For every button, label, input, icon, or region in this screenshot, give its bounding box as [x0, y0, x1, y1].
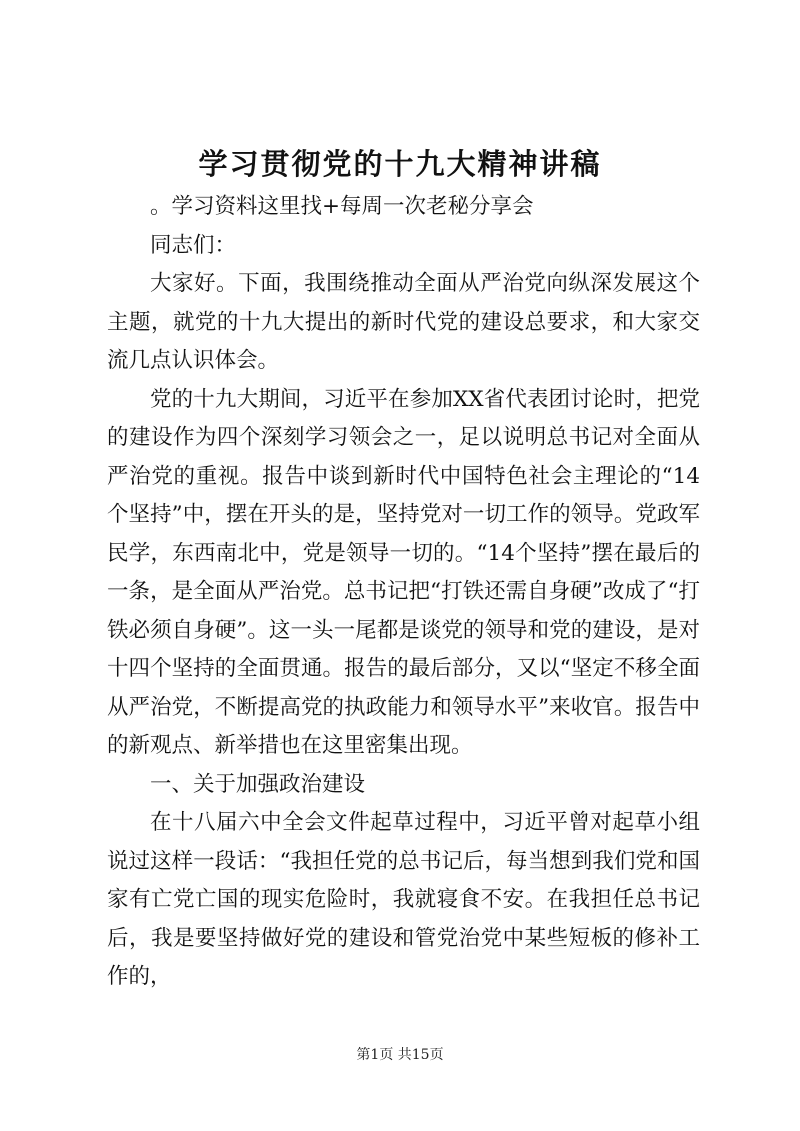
paragraph-background: 党的十九大期间，习近平在参加XX省代表团讨论时，把党的建设作为四个深刻学习领会之一，足以说明总书记对全面从严治党的重视。报告中谈到新时代中国特色社会主理论的“14个坚持”中，摆在开头的是，坚持党对一切工作的领导。党政军民学，东西南北中，党是领导一切的。“14个坚持”摆在最后的一条，是全面从严治党。总书记把“打铁还需自身硬”改成了“打铁必须自身硬”。这一头一尾都是谈党的领导和党的建设，是对十四个坚持的全面贯通。报告的最后部分，又以“坚定不移全面从严治党，不断提高党的执政能力和领导水平”来收官。报告中的新观点、新举措也在这里密集出现。 [107, 386, 700, 758]
document-title: 学习贯彻党的十九大精神讲稿 [198, 147, 602, 181]
paragraph-intro-note: 。学习资料这里找+每周一次老秘分享会 [150, 194, 534, 219]
paragraph-quote: 在十八届六中全会文件起草过程中，习近平曾对起草小组说过这样一段话：“我担任党的总书记后，每当想到我们党和国家有亡党亡国的现实危险时，我就寝食不安。在我担任总书记后，我是要坚持做好党的建设和管党治党中某些短板的修补工作的， [107, 810, 700, 989]
paragraph-greeting: 大家好。下面，我围绕推动全面从严治党向纵深发展这个主题，就党的十九大提出的新时代党的建设总要求，和大家交流几点认识体会。 [107, 271, 700, 373]
paragraph-salutation: 同志们： [150, 232, 237, 258]
page-footer: 第1页 共15页 [356, 1047, 444, 1063]
document-body [107, 188, 700, 997]
section-heading-political-construction: 一、关于加强政治建设 [150, 771, 366, 797]
